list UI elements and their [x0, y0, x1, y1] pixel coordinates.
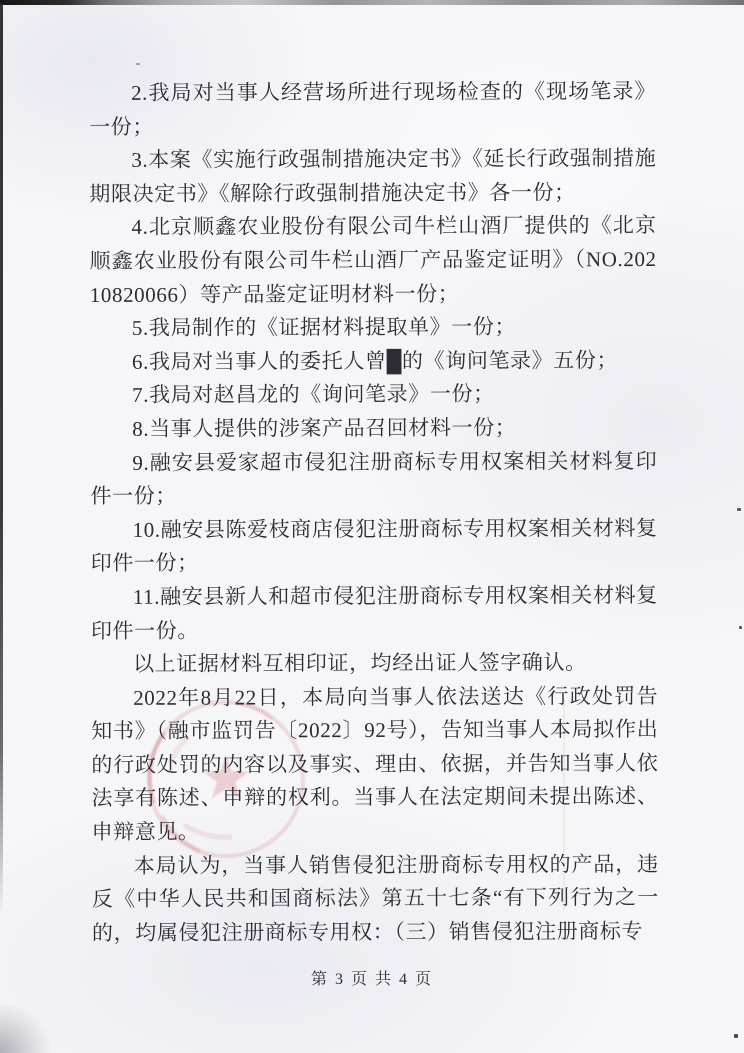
scan-speck [136, 63, 140, 65]
paragraph-evidence-8: 8.当事人提供的涉案产品召回材料一份； [132, 415, 517, 441]
document-body [89, 75, 659, 950]
paragraph-evidence-7: 7.我局对赵昌龙的《询问笔录》一份； [132, 381, 495, 408]
paragraph-evidence-3: 3.本案《实施行政强制措施决定书》《延长行政强制措施期限决定书》《解除行政强制措施决定书》各一份； [89, 146, 657, 206]
page-number-footer: 第 3 页 共 4 页 [310, 971, 433, 988]
paragraph-evidence-9: 9.融安县爱家超市侵犯注册商标专用权案相关材料复印件一份； [90, 448, 658, 509]
paragraph-evidence-11: 11.融安县新人和超市侵犯注册商标专用权案相关材料复印件一份。 [90, 582, 658, 643]
paragraph-finding: 本局认为，当事人销售侵犯注册商标专用权的产品，违反《中华人民共和国商标法》第五十七条“有下列行为之一的，均属侵犯注册商标专用权：（三）销售侵犯注册商标专 [91, 851, 659, 945]
paragraph-evidence-4: 4.北京顺鑫农业股份有限公司牛栏山酒厂提供的《北京顺鑫农业股份有限公司牛栏山酒厂产品鉴定证明》（NO.20210820066）等产品鉴定证明材料一份； [89, 213, 657, 307]
scan-edge-top [0, 0, 744, 5]
scan-speck [739, 626, 742, 629]
scan-edge-left [0, 4, 3, 914]
paragraph-evidence-6: 6.我局对当事人的委托人曾█的《询问笔录》五份； [131, 347, 619, 374]
paragraph-confirmation: 以上证据材料互相印证，均经出证人签字确认。 [133, 650, 587, 676]
scan-speck [737, 508, 741, 511]
page-corner-fold [0, 1005, 60, 1053]
paragraph-evidence-5: 5.我局制作的《证据材料提取单》一份； [131, 314, 517, 340]
paragraph-evidence-10: 10.融安县陈爱枝商店侵犯注册商标专用权案相关材料复印件一份； [90, 515, 658, 576]
paragraph-evidence-2: 2.我局对当事人经营场所进行现场检查的《现场笔录》一份； [89, 79, 657, 139]
paragraph-notification: 2022年8月22日，本局向当事人依法送达《行政处罚告知书》（融市监罚告〔2022〕92号），告知当事人本局拟作出的行政处罚的内容以及事实、理由、依据，并告知当事人依法享有陈述、申辩的权利。当事人在法定期间未提出陈述、申辩意见。 [91, 683, 659, 845]
scan-speck [734, 1034, 738, 1038]
